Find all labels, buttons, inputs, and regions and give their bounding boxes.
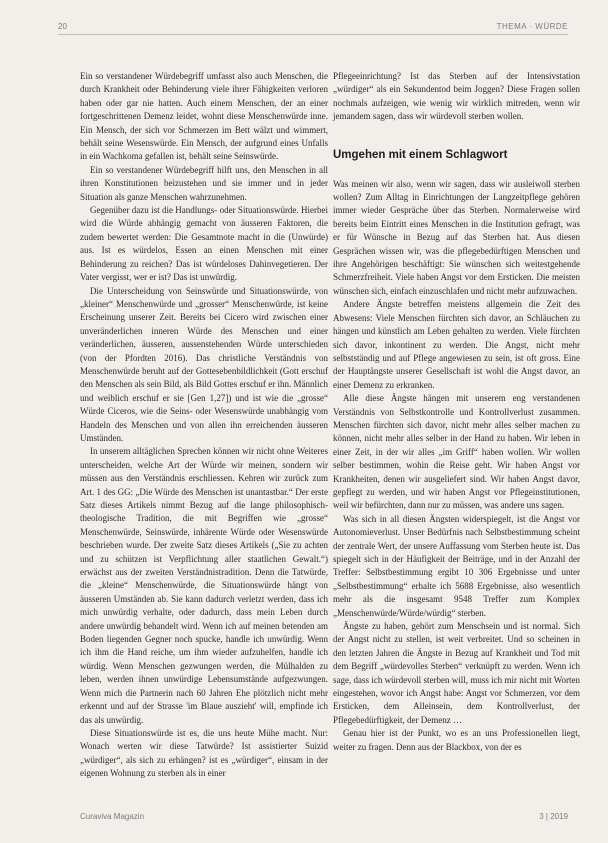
section-heading: Umgehen mit einem Schlagwort bbox=[333, 148, 508, 161]
paragraph: Genau hier ist der Punkt, wo es an uns Professionellen liegt, weiter zu fragen. Denn aus der Blackbox, von der es bbox=[333, 728, 580, 752]
paragraph: Gegenüber dazu ist die Handlungs- oder Situationswürde. Hierbei wird die Würde abhängig gemacht von äusseren Faktoren, die zudem bewertet werden: Die Gesamtnote macht in die (Unwürde) aus. Ist es würdelos, Essen an einen Menschen mit einer Behinderung zu reichen? Das ist würdeloses Dahinvegetieren. Der Vater vergisst, wer er ist? Das ist unwürdig. bbox=[80, 205, 328, 283]
paragraph: Ängste zu haben, gehört zum Menschsein und ist normal. Sich der Angst nicht zu stellen, ist weit verbreitet. Und so scheinen in den letzten Jahren die Ängste in Bezug auf Krankheit und Tod mit dem Begriff „würdevolles Sterben“ verknüpft zu werden. Wenn ich sage, dass ich würdevoll sterben will, muss ich mir nicht mit Worten eingestehen, wovor ich Angst habe: Angst vor Schmerzen, vor dem Ersticken, dem Alleinsein, dem Kontrollverlust, der Pflegebedürftigkeit, der Demenz … bbox=[333, 621, 580, 725]
page-header bbox=[58, 18, 568, 32]
running-header-rubric: THEMA · WÜRDE bbox=[496, 22, 568, 31]
header-rule bbox=[58, 34, 568, 35]
paragraph: Andere Ängste betreffen meistens allgemein die Zeit des Abwesens: Viele Menschen fürchten sich davor, an Schläuchen zu hängen und künstlich am Leben gehalten zu werden. Viele fürchten sich davor, inkontinent zu werden. Die Angst, nicht mehr selbstständig und auf Pflege angewiesen zu sein, ist oft gross. Eine der Hauptängste unserer Gesellschaft ist wohl die Angst davor, an einer Demenz zu erkranken. bbox=[333, 299, 580, 390]
footer-issue: 3 | 2019 bbox=[539, 812, 568, 821]
paragraph: Die Unterscheidung von Seinswürde und Situationswürde, von „kleiner“ Menschenwürde und „grosser“ Menschenwürde, ist keine Erscheinung unserer Zeit. Bereits bei Cicero wird zwischen einer unveränderlichen inneren Würde des Menschen und einer veränderlichen, äusseren, aussenstehenden Würde unterschieden (von der Pfordten 2016). Das christliche Verständnis von Menschenwürde beruht auf der Gottesebenbildlichkeit (Gott erschuf den Menschen als sein Bild, als Bild Gottes erschuf er ihn. Männlich und weiblich erschuf er sie [Gen 1,27]) und ist wie die „grosse“ Würde Ciceros, wie die Seins- oder Wesenswürde unabhängig vom Handeln des Menschen und von allen ihn erreichenden äusseren Umständen. bbox=[80, 285, 328, 443]
page-footer bbox=[58, 812, 568, 826]
paragraph: Ein so verstandener Würdebegriff umfasst also auch Menschen, die durch Krankheit oder Behinderung viele ihrer Fähigkeiten verloren haben oder gar nie hatten. Auch einem Menschen, der an einer fortgeschrittenen Demenz leidet, wohnt diese Menschenwürde inne. Ein Mensch, der sich vor Schmerzen im Bett wälzt und wimmert, behält seine Wesenswürde. Ein Mensch, der aufgrund eines Unfalls in ein Wachkoma gefallen ist, behält seine Seinswürde. bbox=[80, 71, 328, 162]
paragraph: Alle diese Ängste hängen mit unserem eng verstandenen Verständnis von Selbstkontrolle und Kontrollverlust zusammen. Menschen fürchten sich davor, nicht mehr alles selber machen zu können, nicht mehr alles selber in der Hand zu haben. Wir leben in einer Zeit, in der wir alles „im Griff“ haben wollen. Wir wollen selber bestimmen, wohin die Reise geht. Wir haben Angst vor Krankheiten, denen wir ausgeliefert sind. Wir haben Angst davor, gepflegt zu werden, und wir haben Angst vor Pflegeinstitutionen, weil wir befürchten, dann nur zu müssen, was andere uns sagen. bbox=[333, 393, 580, 511]
right-column bbox=[333, 70, 580, 754]
paragraph: Was meinen wir also, wenn wir sagen, dass wir ausleiwoll sterben wollen? Zum Alltag in Einrichtungen der Langzeitpflege gehören immer wieder Gespräche über das Sterben. Normalerweise wird bereits beim Eintritt eines Menschen in die Institution gefragt, was er für Wünsche in Bezug auf das Sterben hat. Aus diesen Gesprächen wissen wir, was die pflegebedürftigen Menschen und ihre Angehörigen beschäftigt: Sie wünschen sich weitestgehende Schmerzfreiheit. Viele haben Angst vor dem Ersticken. Die meisten wünschen sich, einfach einzuschlafen und nicht mehr aufzuwachen. bbox=[333, 178, 580, 296]
footer-publication: Curaviva Magazin bbox=[80, 812, 145, 821]
paragraph: Diese Situationswürde ist es, die uns heute Mühe macht. Nur: Wonach werten wir diese Tatwürde? Ist assistierter Suizid „würdiger“, als sich zu erhängen? ist es „würdiger“, einsam in der eigenen Wohnung zu sterben als in einer bbox=[80, 727, 328, 779]
page-number: 20 bbox=[58, 22, 67, 31]
paragraph: Was sich in all diesen Ängsten widerspiegelt, ist die Angst vor Autonomieverlust. Unser Bedürfnis nach Selbstbestimmung scheint der zentrale Wert, der unsere Auffassung vom Sterben heute ist. Das spiegelt sich in der Häufigkeit der Beiträge, und in der Anzahl der Treffer: Selbstbestimmung ergibt 10 306 Ergebnisse und unter „Selbstbestimmung“ erhalte ich 5688 Ergebnisse, also wesentlich mehr als die insgesamt 9548 Treffer zum Komplex „Menschenwürde/Würde/würdig“ sterben. bbox=[333, 513, 580, 618]
paragraph: Ein so verstandener Würdebegriff hilft uns, den Menschen in all ihren Konstitutionen beizustehen und sie immer und in jeder Situation als ganze Menschen wahrzunehmen. bbox=[80, 164, 328, 202]
left-column bbox=[80, 70, 328, 781]
paragraph: In unserem alltäglichen Sprechen können wir nicht ohne Weiteres unterscheiden, welche Art der Würde wir meinen, sondern wir müssen aus den Verständnis erschliessen. Kehren wir zurück zum Art. 1 des GG: „Die Würde des Menschen ist unantastbar.“ Der erste Satz dieses Artikels nimmt Bezug auf die lange philosophisch-theologische Tradition, die mit Begriffen wie „grosse“ Menschenwürde, Seinswürde, inhärente Würde oder Wesenswürde beschrieben wurde. Der zweite Satz dieses Artikels („Sie zu achten und zu schützen ist Verpflichtung aller staatlichen Gewalt.“) erwächst aus der zweiten Verständnistradition. Denn die Tatwürde, die „kleine“ Menschenwürde, die Situationswürde hängt von äusseren Umständen ab. Sie kann dadurch verletzt werden, dass ich mich unwürdig verhalte, oder dadurch, dass mein Leben durch andere unwürdig behandelt wird. Wenn ich auf meinen betenden am Boden liegenden Gegner noch spucke, handle ich unwürdig. Wenn ich ihm die Hand reiche, um ihm wieder aufzuhelfen, handle ich würdig. Wenn Menschen gezwungen werden, die Mülhalden zu leben, werden ihnen unwürdige Lebensumstände aufgezwungen. Wenn mich die Partnerin nach 60 Jahren Ehe plötzlich nicht mehr erkennt und auf der Strasse 'im Blaue auszieht' will, empfinde ich das als unwürdig. bbox=[80, 446, 328, 725]
paragraph: Pflegeeinrichtung? Ist das Sterben auf der Intensivstation „würdiger“ als ein Sekundentod beim Joggen? Diese Fragen sollen nochmals aufzeigen, wie wenig wir wirklich mitreden, wenn wir jemandem sagen, dass wir würdevoll sterben wollen. bbox=[333, 71, 580, 122]
